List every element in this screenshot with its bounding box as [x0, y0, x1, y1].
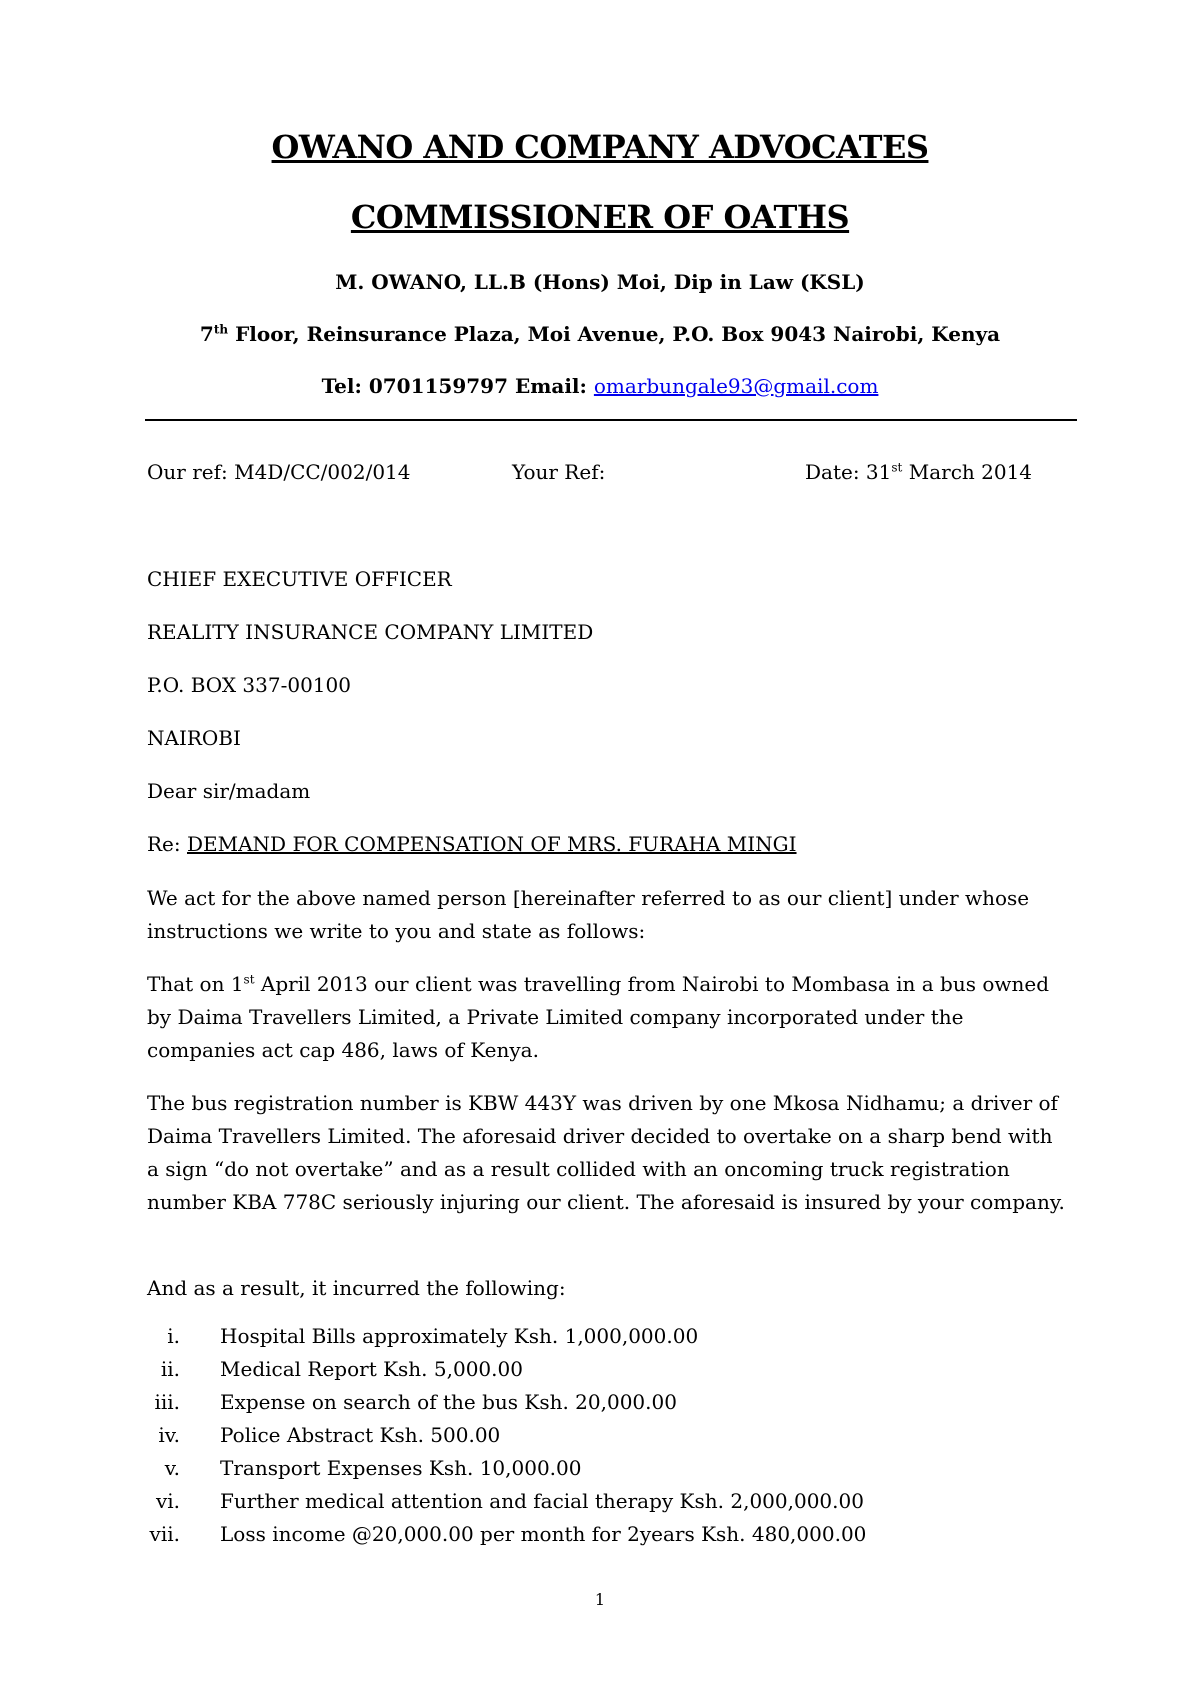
- list-item: [0, 1423, 1200, 1456]
- list-item: [0, 1357, 1200, 1390]
- page-number: 1: [594, 1590, 606, 1609]
- p2-rest: April 2013 our client was travelling from Nairobi to Mombasa in a bus owned by Daima Travellers Limited, a Private Limited company incorporated under the companies act cap 486, laws of Kenya.: [147, 972, 1049, 1062]
- list-item-number: vi.: [155, 1489, 180, 1513]
- list-item-number: ii.: [160, 1357, 180, 1381]
- date-prefix: Date: 31: [805, 460, 892, 484]
- list-item-text: Transport Expenses Ksh. 10,000.00: [220, 1456, 582, 1480]
- list-item: [0, 1324, 1200, 1357]
- address-floor: 7: [199, 322, 214, 346]
- subject-prefix: Re:: [147, 832, 187, 856]
- paragraph-intro-text: We act for the above named person [hereinafter referred to as our client] under whose instructions we write to you and state as follows:: [147, 886, 1030, 943]
- list-item-text: Loss income @20,000.00 per month for 2years Ksh. 480,000.00: [220, 1522, 867, 1546]
- list-item: [0, 1522, 1200, 1555]
- office-address: [0, 322, 1200, 346]
- advocate-credentials: M. OWANO, LL.B (Hons) Moi, Dip in Law (KSL): [335, 270, 865, 294]
- recipient-title: CHIEF EXECUTIVE OFFICER: [147, 567, 452, 591]
- paragraph-travel: [147, 968, 1067, 1067]
- paragraph-accident-text: The bus registration number is KBW 443Y was driven by one Mkosa Nidhamu; a driver of Daima Travellers Limited. The aforesaid driver decided to overtake on a sharp bend with a sign “do not overtake” and as a result collided with an oncoming truck registration number KBA 778C seriously injuring our client. The aforesaid is insured by your company.: [147, 1091, 1065, 1214]
- subtitle-heading: COMMISSIONER OF OATHS: [350, 198, 850, 236]
- p2-sup: st: [243, 972, 255, 987]
- recipient-city: NAIROBI: [147, 726, 241, 750]
- paragraph-accident: [147, 1087, 1067, 1219]
- list-item: [0, 1489, 1200, 1522]
- list-item-number: i.: [167, 1324, 180, 1348]
- email-link[interactable]: omarbungale93@gmail.com: [593, 374, 879, 398]
- list-item-text: Police Abstract Ksh. 500.00: [220, 1423, 501, 1447]
- your-reference: Your Ref:: [512, 460, 606, 484]
- subject-line: [147, 828, 797, 861]
- list-item: [0, 1456, 1200, 1489]
- header-divider: [145, 419, 1077, 421]
- paragraph-intro: [147, 882, 1067, 948]
- date-suffix: st: [891, 460, 903, 475]
- tel-email-label: Tel: 0701159797 Email:: [321, 374, 594, 398]
- list-item-number: iv.: [158, 1423, 180, 1447]
- p2-start: That on 1: [147, 972, 244, 996]
- our-reference: Our ref: M4D/CC/002/014: [147, 460, 411, 484]
- list-item-text: Hospital Bills approximately Ksh. 1,000,000.00: [220, 1324, 699, 1348]
- salutation: Dear sir/madam: [147, 779, 311, 803]
- recipient-company: REALITY INSURANCE COMPANY LIMITED: [147, 620, 594, 644]
- address-rest: Floor, Reinsurance Plaza, Moi Avenue, P.O. Box 9043 Nairobi, Kenya: [228, 322, 1001, 346]
- list-item-number: iii.: [154, 1390, 180, 1414]
- address-floor-suffix: th: [213, 322, 229, 337]
- paragraph-expenses-intro-text: And as a result, it incurred the following:: [147, 1276, 566, 1300]
- list-item-number: v.: [164, 1456, 180, 1480]
- firm-name-heading: OWANO AND COMPANY ADVOCATES: [271, 128, 929, 166]
- list-item-text: Medical Report Ksh. 5,000.00: [220, 1357, 523, 1381]
- letter-date: [805, 460, 1032, 484]
- list-item-number: vii.: [149, 1522, 180, 1546]
- list-item: [0, 1390, 1200, 1423]
- date-rest: March 2014: [902, 460, 1033, 484]
- list-item-text: Further medical attention and facial therapy Ksh. 2,000,000.00: [220, 1489, 864, 1513]
- recipient-po-box: P.O. BOX 337-00100: [147, 673, 351, 697]
- contact-line: [0, 374, 1200, 398]
- paragraph-expenses-intro: [147, 1272, 1067, 1305]
- subject-title: DEMAND FOR COMPENSATION OF MRS. FURAHA MINGI: [187, 832, 797, 856]
- list-item-text: Expense on search of the bus Ksh. 20,000.00: [220, 1390, 677, 1414]
